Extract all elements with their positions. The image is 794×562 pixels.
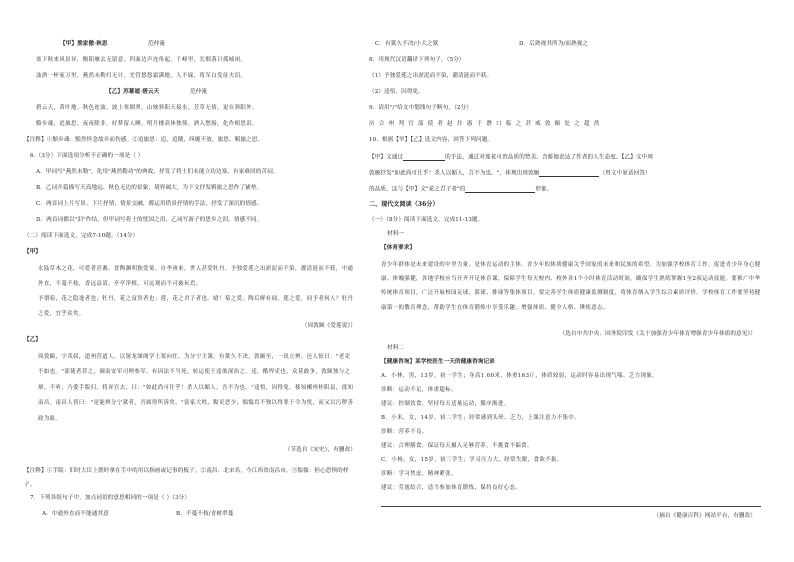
material-1-label: 材料一 — [387, 231, 405, 237]
q10-line-1-start: 【甲】文通过 — [369, 154, 404, 161]
question-7: 7．下列各组句子中，加点词语的意思相同的一项是（ ）（3分） — [30, 495, 191, 501]
record-line: 诊断：营养不良。 — [381, 429, 428, 435]
q6-option-a: A．甲词写"燕然未勒"，化用"燕然勒功"的典故，抒发了将士们未能立功边塞、有家难回的苦闷。 — [36, 169, 279, 175]
divider — [381, 506, 761, 507]
q10-blank-1[interactable] — [403, 154, 445, 161]
material-1-source: （选自中共中央、国务院印发《关于加强青少年体育增强青少年体质的意见》） — [559, 331, 756, 337]
q10-line-3 — [369, 186, 553, 193]
record-line: 建议：控制饮食，坚持每天适量运动，循序渐进。 — [381, 401, 510, 407]
q8-sentence-1: （1）予独爱莲之出淤泥而不染，濯清涟而不妖。 — [369, 73, 493, 79]
q6-option-c: C．两首词上片写景、下片抒情，情景交融，都运用借景抒情的手法，抒发了深沉的情感。 — [36, 201, 263, 207]
record-line: B．小米，女，14岁，初二学生；经常感到头晕、乏力，上课注意力不集中。 — [381, 415, 581, 421]
q10-line-2-start: 敦颐抒发"如此尚可仕乎！杀人以媚人，吾不为也。"，体现出周敦颐 — [369, 170, 540, 177]
q10-blank-3[interactable] — [465, 186, 535, 193]
song-shi-text: 周敦颐，字茂叔，道州营道人。以舅龙图阁学士郑向任，为分宁主簿。有狱久不决，敦颐至，一讯立辨。邑人惊曰："老吏不如也。"部使者荐之，调南安军司理参军。有囚法不当死，转运使王逵欲深治之。逵，酷悍吏也，众莫敢争，敦颐独与之辩，不听，乃委手版归，将弃官去，曰："如此尚可仕乎！杀人以媚人，吾不为也。"逵悟，囚得免。移知郴州桂阳县，徙知南昌。南昌人皆曰："是能辨分宁狱者，吾属得所诉矣。"富家大姓、黠吏恶少，惴惴焉不独以得罪于令为忧，而又以污秽善政为耻。 — [38, 354, 354, 422]
record-line: C．小杨，女，15岁，初三学生；学习压力大，经常失眠，食欲不振。 — [381, 457, 563, 463]
modern-reading-heading: 二、现代文阅读（36分） — [369, 201, 439, 208]
record-line: 建议：合理膳食，保证每天摄入足够营养，不挑食不偏食。 — [381, 443, 533, 449]
question-8: 8．用现代汉语翻译下列句子。（5分） — [369, 57, 465, 63]
q10-line-2-end: （用文中原话回答） — [599, 170, 651, 177]
q9-sentence: 历 合 州 判 官 部 使 者 赵 抃 惑 于 谮 口 临 之 甚 威 敦 颐 处 之 超 然 — [369, 121, 601, 127]
record-line: 诊断：学习焦虑，精神紧张。 — [381, 471, 457, 477]
q7-option-a: A．中通外直而不能通其意 — [42, 511, 109, 517]
q10-line-3-start: 的品质，这与【甲】文"花之君子者"的 — [369, 186, 466, 193]
material-2-label: 材料二 — [387, 345, 405, 351]
question-9: 9．请用"/"给文中划线句子断句。（2分） — [369, 105, 472, 111]
yi-poem-line: 碧云天，黄叶地。秋色连波，波上寒烟翠。山映斜阳天接水。芳草无情，更在斜阳外。 — [36, 105, 258, 111]
material-1-text: 青少年群体是未来建设的中坚力量，是体育运动的主体。青少年的体质健康关乎国家的未来和民族的希望。为加强学校体育工作，促进青少年身心健康、体魄强健，各地学校应当开齐开足体育课，保障学生每天校内、校外各1个小时体育活动时间，确保学生熟练掌握1至2项运动技能。要推广中华传统体育项目，广泛开展校园足球、篮球、排球等集体项目。要完善学生体质健康监测制度，将体育纳入学生综合素质评价。学校体育工作要坚持健康第一的教育理念，帮助学生在体育锻炼中享受乐趣、增强体质、健全人格、锤炼意志。 — [381, 262, 761, 311]
jia-poem-line: 浊酒一杯家万里，燕然未勒归无计。羌管悠悠霜满地，人不寐，将军白发征夫泪。 — [36, 73, 247, 79]
yi-poem-title: 【乙】苏幕遮·碧云天 — [106, 89, 160, 95]
yi-tag: 【乙】 — [24, 337, 42, 343]
jia-poem-line: 塞下秋来风景异，衡阳雁去无留意。四面边声连角起，千嶂里，长烟落日孤城闭。 — [36, 57, 247, 63]
record-line: A．小林，男，13岁，初一学生；身高1.60米，体重163斤，体质较弱，运动时容易出现气喘、乏力现象。 — [381, 373, 659, 379]
jia-poem-title: 【甲】渔家傲·秋思 — [60, 41, 108, 47]
q7-option-b: B．不蔓不枝/青树翠蔓 — [176, 511, 234, 517]
note-one: 【注释】①黯乡魂：黯然怀念故乡而伤感。②追旅思：追，追随，纠缠不放。旅思，羁旅之思。 — [24, 137, 264, 143]
q7-option-d: D．后熟视其所为/而熟视之 — [519, 41, 589, 47]
q10-line-2 — [369, 170, 651, 177]
material-1-tag: 【体育要求】 — [381, 245, 416, 251]
yi-poem-author: 范仲淹 — [190, 89, 208, 95]
q6-option-b: B．乙词开篇描写天高地远、秋色无边的景象，境界阔大，为下文抒发羁旅之思作了铺垫。 — [36, 185, 263, 191]
ai-lian-shuo-text: 予谓菊，花之隐逸者也；牡丹，花之富贵者也；莲，花之君子者也。噫！菊之爱，陶后鲜有闻。莲之爱，同予者何人？牡丹之爱，宜乎众矣。 — [38, 296, 354, 317]
q6-option-d: D．两首词都以"泪"作结，但甲词写将士的忧国之泪，乙词写游子的思乡之泪，情感不同。 — [36, 217, 263, 223]
left-column — [24, 0, 368, 562]
record-line: 诊断：运动不足，体重超标。 — [381, 387, 457, 393]
section-2-heading: （二）阅读下面选文，完成7-10题。（14分） — [24, 233, 139, 239]
sub-section-heading: （一）（8分）阅读下面选文，完成11-13题。 — [369, 217, 484, 223]
question-6: 6.（3分）下面选项分析不正确的一项是（ ） — [30, 153, 144, 159]
question-10: 10．根据【甲】【乙】选文内容，回答下列问题。 — [369, 137, 494, 143]
q10-blank-2[interactable] — [539, 170, 599, 177]
q10-line-1-end: 的手法，通过对莲花可贵品质的赞美，含蓄地表达了作者的人生态度。【乙】文中周 — [445, 154, 654, 161]
material-2-source: （摘自《健康百科》网站平台，有删改） — [653, 513, 756, 519]
song-shi-source: （节选自《宋史》，有删改） — [284, 447, 356, 453]
ai-lian-shuo-source: （周敦颐《爱莲说》） — [301, 323, 356, 329]
material-2-tag: 【健康咨询】某学校医生一天的健康咨询记录 — [381, 359, 495, 365]
ai-lian-shuo-text: 水陆草木之花，可爱者甚蕃。晋陶渊明独爱菊。自李唐来，世人甚爱牡丹。予独爱莲之出淤泥而不染，濯清涟而不妖，中通外直，不蔓不枝，香远益清，亭亭净植，可远观而不可亵玩焉。 — [38, 266, 354, 287]
jia-tag: 【甲】 — [24, 249, 42, 255]
note-two: 【注释】①手版：旧时大臣上朝时拿在手中的用以指画或记事的板子。②南昌：北宋名，今江西省南昌市。③惴惴：担心恐惧的样子。 — [24, 468, 349, 488]
q7-option-c: C．有狱久不决/小大之狱 — [375, 41, 439, 47]
q8-sentence-2: （2）逵悟，囚得免。 — [369, 89, 424, 95]
yi-poem-line: 黯乡魂，追旅思。夜夜除非，好梦留人睡。明月楼高休独倚。酒入愁肠，化作相思泪。 — [36, 121, 258, 127]
record-line: 建议：劳逸结合，适当参加体育锻炼，保持良好心态。 — [381, 485, 522, 491]
q10-line-3-end: 形象。 — [535, 186, 553, 193]
q10-line-1 — [369, 154, 653, 161]
right-column — [369, 0, 770, 562]
jia-poem-author: 范仲淹 — [148, 41, 166, 47]
